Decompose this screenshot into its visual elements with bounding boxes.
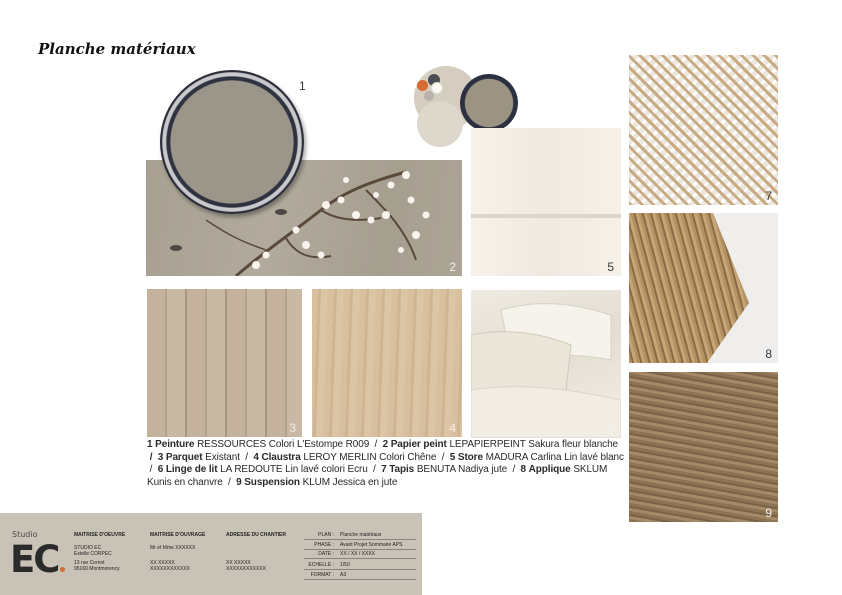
field-value: A3 [340,572,347,578]
paint-can-small-icon [460,74,518,132]
caption-label: Store [457,451,483,463]
field-label: PHASE : [314,542,334,548]
caption-number: 4 [253,451,259,463]
mo-line: Mr et Mme XXXXXX [150,545,196,551]
caption-text: RESSOURCES Colori L'Estompe R009 [197,439,370,450]
divider [304,539,416,540]
color-swatch-circle [417,101,463,147]
caption-label: Claustra [261,451,301,463]
caption-number: 7 [381,464,387,476]
field-label: FORMAT : [310,572,334,578]
caption-number: 1 [147,439,153,450]
moe-line: 95160 Montmorency [74,566,120,572]
field-label: PLAN : [318,532,334,538]
moe-line: STUDIO EC [74,545,102,551]
sample-parquet [147,289,302,437]
caption-label: Papier peint [390,439,447,450]
logo-dot-icon [60,567,65,572]
field-value: Avant Projet Sommaire APS [340,542,403,548]
sample-number: 5 [607,260,614,274]
caption-label: Peinture [155,439,195,450]
field-value: 1/50 [340,562,350,568]
color-dot [417,80,428,91]
caption-text: KLUM Jessica en jute [302,476,398,488]
caption-number: 3 [157,451,164,463]
caption-text: MADURA Carlina Lin lavé blanc [485,451,624,463]
caption-label: Tapis [389,464,415,476]
site-line: XX XXXXX [226,560,251,566]
sample-rug [629,55,778,205]
caption-text: Existant [205,451,240,463]
logo-studio-text: Studio [12,530,38,539]
sample-number: 4 [449,421,456,435]
sample-paint-can [160,70,304,214]
divider [304,549,416,550]
sample-number: 1 [299,79,306,93]
caption-text: SKLUM Kunis en chanvre [147,464,608,488]
sample-claustra [312,289,462,437]
color-dot [431,82,443,94]
caption-number: 6 [157,464,164,476]
pillow-icon [471,290,621,438]
moe-line: 13 rue Cornot [74,560,105,566]
sample-bed-linen [471,290,621,438]
lamp-shade [629,213,749,363]
caption-text: LEPAPIERPEINT Sakura fleur blanche [449,439,619,450]
divider [304,569,416,570]
sample-number: 6 [608,422,615,436]
caption-label: Suspension [244,476,300,488]
mo-line: XXXXXXXXXXXX [150,566,191,572]
moe-line: Estelle CORPEC [74,551,112,557]
sample-number: 9 [765,506,772,520]
caption-label: Linge de lit [165,464,218,476]
caption-number: 8 [520,464,526,476]
caption-label: Parquet [165,451,203,463]
caption-number: 5 [449,451,456,463]
sample-wall-lamp [629,213,778,363]
field-label: DATE : [318,551,334,557]
caption-text: LA REDOUTE Lin lavé colori Ecru [220,464,368,476]
sample-number: 8 [765,347,772,361]
page-title: Planche matériaux [38,40,196,58]
field-label: ECHELLE : [308,562,334,568]
materials-caption: 1 Peinture RESSOURCES Colori L'Estompe R009 / 2 Papier peint LEPAPIERPEINT Sakura fleur blanche / 3 Parquet Existant / 4 Claustra LEROY MERLIN Colori Chêne / 5 Store MADURA Carlina Lin lavé blanc / 6 Linge de lit LA REDOUTE Lin lavé colori Ecru / 7 Tapis BENUTA Nadiya jute / 8 Applique SKLUM Kunis en chanvre / 9 Suspension KLUM Jessica en jute [147,439,624,488]
sample-number: 7 [765,189,772,203]
sample-blind [471,128,621,276]
studio-logo: EC [10,538,59,581]
sample-number: 2 [449,260,456,274]
caption-label: Applique [528,464,571,476]
site-line: XXXXXXXXXXXX [226,566,267,572]
divider [304,579,416,580]
caption-text: LEROY MERLIN Colori Chêne [303,451,437,463]
mo-heading: MAITRISE D'OUVRAGE [150,532,206,538]
sample-number: 3 [289,421,296,435]
field-value: XX / XX / XXXX [340,551,376,557]
mo-line: XX XXXXX [150,560,175,566]
caption-number: 2 [382,439,389,450]
blind-rail [471,214,621,218]
caption-text: BENUTA Nadiya jute [416,464,508,476]
site-heading: ADRESSE DU CHANTIER [226,532,287,538]
caption-number: 9 [236,476,242,488]
divider [304,558,416,559]
field-value: Planche matériaux [340,532,382,538]
moe-heading: MAITRISE D'OEUVRE [74,532,126,538]
sample-suspension [629,372,778,522]
